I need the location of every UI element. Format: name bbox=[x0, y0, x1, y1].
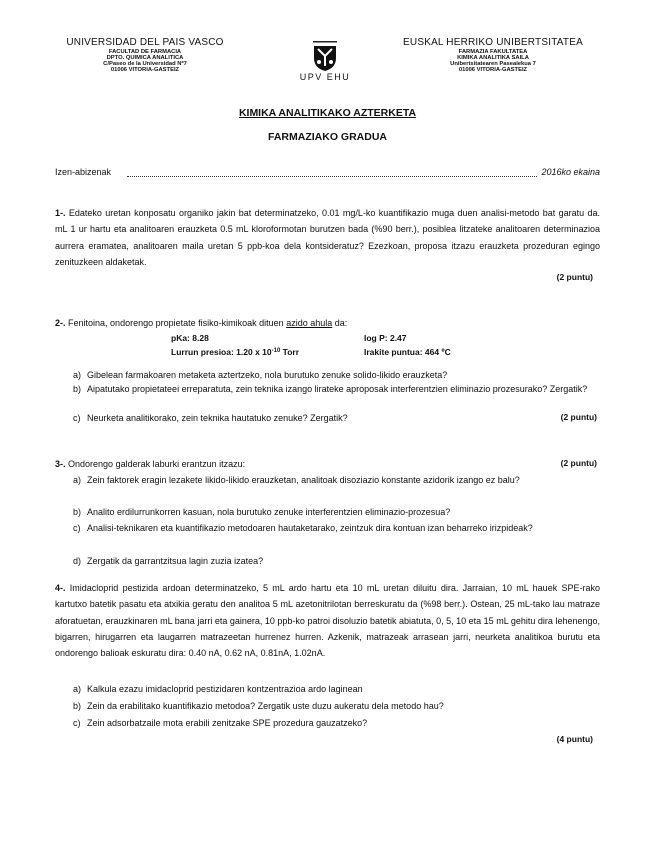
header-left bbox=[50, 38, 240, 73]
question-4-item-b bbox=[73, 699, 600, 714]
vapor-pressure-unit: Torr bbox=[282, 347, 300, 357]
question-1-points: (2 puntu) bbox=[556, 272, 593, 282]
question-1 bbox=[55, 205, 600, 270]
item-label: c) bbox=[73, 718, 81, 728]
question-4 bbox=[55, 580, 600, 661]
faculty-eu: FARMAZIA FAKULTATEA bbox=[458, 48, 528, 55]
question-4-item-a bbox=[73, 682, 600, 697]
item-text: Neurketa analitikorako, zein teknika hautatuko zenuke? Zergatik? bbox=[87, 413, 348, 423]
property-pka: pKa: 8.28 bbox=[171, 333, 209, 343]
item-text: Analito erdilurrunkorren kasuan, nola burutuko zenuke interferentzien eliminazio-prozesua? bbox=[87, 507, 451, 517]
name-row bbox=[55, 167, 600, 177]
item-label: b) bbox=[73, 384, 82, 394]
vapor-pressure-base: Lurrun presioa: 1.20 x 10 bbox=[171, 347, 272, 357]
question-1-text: Edateko uretan konposatu organiko jakin bat determinatzeko, 0.01 mg/L-ko kuantifikazio muga duen analisi-metodo bat garatu da. mL 1 ur hartu eta analitoaren erauzketa 0.5 mL kloroformotan burutzen bada (%90 berr.), posiblea litzateke analitoaren determinazioa aurrera eramatea, analitoaren maila uretan 5 ppb-koa dela kontsideratuz? Ezezkoan, proposa itzazu erauzketa prozeduran egingo zenituzkeen aldaketak. bbox=[55, 208, 600, 267]
item-text: Gibelean farmakoaren metaketa aztertzeko, nola burutuko zenuke solido-likido erauzketa? bbox=[87, 370, 448, 380]
question-2-intro-end: da: bbox=[334, 318, 348, 328]
item-label: c) bbox=[73, 523, 81, 533]
exam-title: KIMIKA ANALITIKAKO AZTERKETA bbox=[238, 107, 417, 119]
university-name-eu: EUSKAL HERRIKO UNIBERTSITATEA bbox=[403, 37, 583, 48]
question-4-number: 4-. bbox=[55, 583, 66, 593]
exam-subtitle: FARMAZIAKO GRADUA bbox=[268, 131, 387, 143]
item-text: Zein faktorek eragin lezakete likido-likido erauzketan, analitoak disoziazio konstante azidorik izango ez balu? bbox=[87, 475, 520, 485]
question-3-intro bbox=[55, 457, 525, 472]
property-boiling-point: Irakite puntua: 464 ºC bbox=[364, 347, 451, 357]
question-4-points: (4 puntu) bbox=[556, 734, 593, 744]
city-es: 01006 VITORIA-GASTEIZ bbox=[110, 66, 180, 73]
name-field[interactable] bbox=[127, 167, 537, 177]
item-label: a) bbox=[73, 684, 82, 694]
address-eu: Unibertsitatearen Pasealekua 7 bbox=[450, 60, 536, 67]
question-3-item-c bbox=[73, 520, 600, 536]
question-3-points: (2 puntu) bbox=[560, 458, 597, 468]
question-3-item-b bbox=[73, 504, 600, 520]
question-2-intro bbox=[55, 316, 600, 331]
address-es: C/Paseo de la Universidad Nº7 bbox=[103, 60, 187, 67]
property-vapor-pressure bbox=[171, 345, 299, 360]
question-2-item-b bbox=[73, 382, 600, 397]
item-text: Zein da erabilitako kuantifikazio metodoa? Zergatik uste duzu aukeratu dela metodo hau? bbox=[87, 701, 444, 711]
question-4-item-c bbox=[73, 716, 600, 731]
question-1-number: 1-. bbox=[55, 208, 66, 218]
university-name-es: UNIVERSIDAD DEL PAIS VASCO bbox=[66, 37, 224, 48]
question-2-number: 2-. bbox=[55, 318, 66, 328]
question-2-points: (2 puntu) bbox=[560, 412, 597, 422]
item-label: c) bbox=[73, 413, 81, 423]
question-3-item-d bbox=[73, 553, 600, 569]
question-2-item-c bbox=[73, 411, 513, 426]
item-label: a) bbox=[73, 370, 82, 380]
question-2-intro-text: Fenitoina, ondorengo propietate fisiko-kimikoak dituen bbox=[68, 318, 284, 328]
question-3-item-a bbox=[73, 472, 600, 488]
item-text: Zergatik da garrantzitsua lagin zuzia izatea? bbox=[87, 556, 264, 566]
city-eu: 01006 VITORIA-GASTEIZ bbox=[458, 66, 528, 73]
department-eu: KIMIKA ANALITIKA SAILA bbox=[457, 54, 529, 61]
item-text: Zein adsorbatzaile mota erabili zenitzake SPE prozedura gauzatzeko? bbox=[87, 718, 368, 728]
name-label: Izen-abizenak bbox=[55, 167, 112, 177]
question-3-number: 3-. bbox=[55, 459, 66, 469]
exam-date: 2016ko ekaina bbox=[541, 167, 600, 177]
header-right bbox=[398, 38, 588, 73]
property-logp: log P: 2.47 bbox=[364, 333, 407, 343]
item-text: Aipatutako propietateei erreparatuta, zein teknika izango lirateke aproposak interferentzien eliminazio prozesurako? Zergatik? bbox=[87, 384, 588, 394]
question-2-item-a bbox=[73, 368, 600, 383]
item-label: b) bbox=[73, 507, 82, 517]
item-label: b) bbox=[73, 701, 82, 711]
item-text: Kalkula ezazu imidacloprid pestizidaren kontzentrazioa ardo laginean bbox=[87, 684, 363, 694]
item-text: Analisi-teknikaren eta kuantifikazio metodoaren hautaketarako, zeintzuk dira kontuan izan beharreko irizpideak? bbox=[87, 523, 533, 533]
item-label: a) bbox=[73, 475, 82, 485]
faculty-es: FACULTAD DE FARMACIA bbox=[108, 48, 182, 55]
vapor-pressure-exponent: -10 bbox=[271, 348, 281, 354]
question-2-acid-term: azido ahula bbox=[286, 318, 333, 328]
department-es: DPTO. QUIMICA ANALITICA bbox=[106, 54, 184, 61]
question-4-text: Imidacloprid pestizida ardoan determinatzeko, 5 mL ardo hartu eta 10 mL uretan diluitu dira. Jarraian, 10 mL hauek SPE-rako kartutxo batetik pasatu eta atxikia geratu den analitoa 5 mL azetonitrilotan berreskuratu da (%98 berr.). Ostean, 25 mL-tako lau matraze aforatuetan, erauzkinaren mL bana jarri eta gainera, 10 ppb-ko patroi disoluzio batetik abiatuta, 0, 5, 10 eta 15 mL gehitu dira lehenengo, bigarren, hirugarren eta laugarren matrazeetan hurrenez hurren. Azkenik, matrazeak arrasean jarri, neurketa analitikoa burutu eta ondorengo balioak eskuratu dira: 0.40 nA, 0.62 nA, 0.81nA, 1.02nA. bbox=[55, 583, 600, 659]
question-3-intro-text: Ondorengo galderak laburki erantzun itzazu: bbox=[68, 459, 246, 469]
item-label: d) bbox=[73, 556, 82, 566]
logo-text: UPV EHU bbox=[299, 72, 351, 82]
